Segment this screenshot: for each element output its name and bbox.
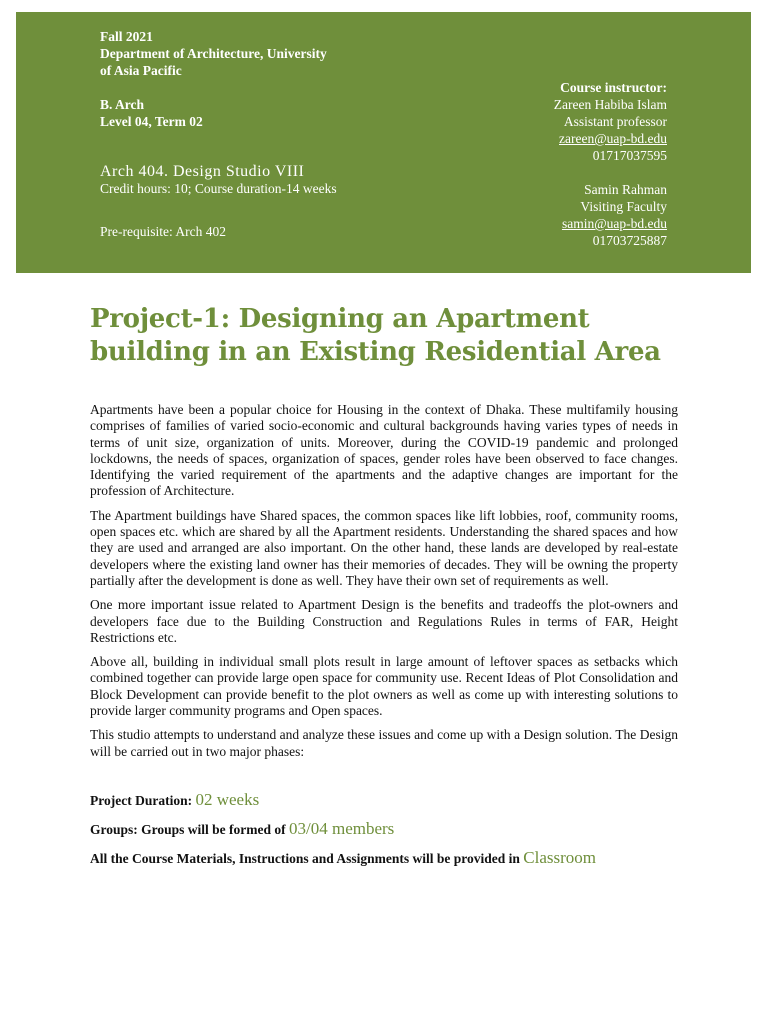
- instructor-name: Zareen Habiba Islam: [553, 97, 667, 112]
- credit-info: Credit hours: 10; Course duration-14 weeks: [100, 181, 337, 196]
- project-duration: [90, 790, 710, 810]
- instructor-block: [407, 79, 667, 249]
- materials-info: [90, 848, 710, 868]
- description-paragraph: This studio attempts to understand and analyze these issues and come up with a Design solution. The Design will be carried out in two major phases:: [90, 727, 678, 759]
- description-paragraph: The Apartment buildings have Shared spaces, the common spaces like lift lobbies, roof, community rooms, open spaces etc. which are shared by all the Apartment residents. Understanding the shared spaces and how they are used and arranged are also important. On the other hand, these lands are developed by real-estate developers where the existing land owner has their memories of decades. They will be owning the property partially after the development is done as well. They have their own set of requirements as well.: [90, 507, 678, 588]
- semester: Fall 2021: [100, 29, 153, 44]
- group-info: [90, 819, 710, 839]
- project-description: [90, 402, 678, 768]
- description-paragraph: Apartments have been a popular choice for Housing in the context of Dhaka. These multifamily housing comprises of families of varied socio-economic and cultural backgrounds having varies types of needs in terms of unit size, organization of units. Moreover, during the COVID-19 pandemic and prolonged lockdowns, the needs of spaces, organization of spaces, gender roles have been observed to face changes. Identifying the varied requirement of the apartments and the adaptive changes are important for the profession of Architecture.: [90, 402, 678, 499]
- instructor-role: Visiting Faculty: [580, 199, 667, 214]
- course-header-banner: [16, 12, 751, 273]
- department: Department of Architecture, University of Asia Pacific: [100, 46, 327, 78]
- description-paragraph: One more important issue related to Apartment Design is the benefits and tradeoffs the plot-owners and developers face due to the Building Construction and Regulations Rules in terms of FAR, Height Restrictions etc.: [90, 597, 678, 645]
- instructor-phone: 01717037595: [592, 148, 667, 163]
- instructor-email-link[interactable]: samin@uap-bd.edu: [561, 216, 667, 231]
- instructor-email-link[interactable]: zareen@uap-bd.edu: [559, 131, 667, 146]
- project-title: Project-1: Designing an Apartment building in an Existing Residential Area: [90, 304, 661, 367]
- program: B. Arch: [100, 97, 145, 112]
- materials-value: Classroom: [523, 848, 597, 867]
- course-title: Arch 404. Design Studio VIII: [100, 163, 305, 180]
- instructor-phone: 01703725887: [592, 233, 667, 248]
- instructor-name: Samin Rahman: [584, 182, 667, 197]
- groups-label: Groups: Groups will be formed of: [90, 822, 286, 837]
- groups-value: 03/04 members: [289, 819, 395, 838]
- description-paragraph: Above all, building in individual small plots result in large amount of leftover spaces as setbacks which combined together can provide large open space for community use. Recent Ideas of Plot Consolidation and Block Development can provide benefit to the plot owners as well as come up with interesting solutions to provide larger community programs and Open spaces.: [90, 654, 678, 719]
- duration-label: Project Duration:: [90, 793, 193, 808]
- materials-label: All the Course Materials, Instructions and Assignments will be provided in: [90, 851, 520, 866]
- course-info-block: [100, 28, 340, 240]
- instructor-role: Assistant professor: [563, 114, 667, 129]
- instructor-heading: Course instructor:: [560, 80, 667, 95]
- prerequisite: Pre-requisite: Arch 402: [100, 224, 226, 239]
- level-term: Level 04, Term 02: [100, 114, 203, 129]
- duration-value: 02 weeks: [195, 790, 260, 809]
